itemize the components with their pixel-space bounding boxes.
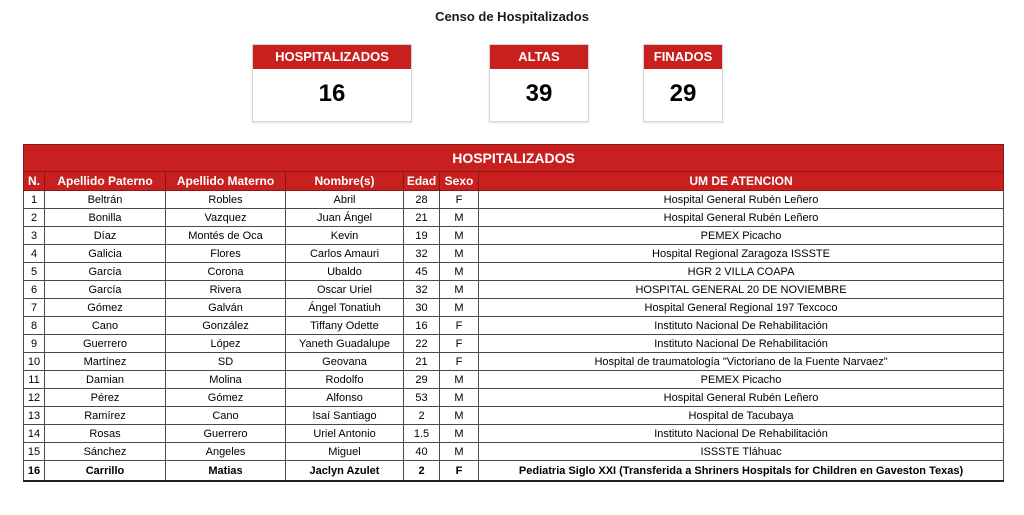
col-um-atencion-cell: Instituto Nacional De Rehabilitación [479, 425, 1004, 443]
table-row [24, 371, 1004, 389]
col-apellido-materno-cell: Vazquez [166, 209, 286, 227]
table-row [24, 389, 1004, 407]
col-nombres-cell: Jaclyn Azulet [286, 461, 404, 482]
col-edad-cell: 40 [404, 443, 440, 461]
col-apellido-paterno-cell: Guerrero [45, 335, 166, 353]
col-edad-cell: 19 [404, 227, 440, 245]
col-um-atencion-cell: HGR 2 VILLA COAPA [479, 263, 1004, 281]
col-um-atencion-cell: Hospital de Tacubaya [479, 407, 1004, 425]
col-apellido-paterno-cell: Galicia [45, 245, 166, 263]
col-sexo-cell: F [440, 353, 479, 371]
col-apellido-paterno-cell: Martínez [45, 353, 166, 371]
col-nombres-cell: Juan Ángel [286, 209, 404, 227]
col-sexo-cell: M [440, 407, 479, 425]
col-um-atencion-cell: Hospital General Rubén Leñero [479, 389, 1004, 407]
col-nombres-cell: Kevin [286, 227, 404, 245]
col-number-cell: 14 [24, 425, 45, 443]
col-um-atencion-header: UM DE ATENCION [479, 172, 1004, 191]
col-apellido-materno-cell: SD [166, 353, 286, 371]
hospitalized-table [23, 144, 1004, 482]
col-apellido-paterno-cell: Pérez [45, 389, 166, 407]
table-row [24, 461, 1004, 482]
col-nombres-cell: Isaí Santiago [286, 407, 404, 425]
col-um-atencion-cell: PEMEX Picacho [479, 227, 1004, 245]
col-sexo-cell: M [440, 371, 479, 389]
col-number-cell: 3 [24, 227, 45, 245]
col-edad-header: Edad [404, 172, 440, 191]
col-apellido-paterno-cell: Rosas [45, 425, 166, 443]
col-sexo-cell: M [440, 443, 479, 461]
col-nombres-cell: Carlos Amauri [286, 245, 404, 263]
col-number-cell: 5 [24, 263, 45, 281]
table-row [24, 443, 1004, 461]
col-edad-cell: 2 [404, 461, 440, 482]
col-apellido-materno-cell: Rivera [166, 281, 286, 299]
table-header-row [24, 172, 1004, 191]
col-apellido-materno-header: Apellido Materno [166, 172, 286, 191]
col-apellido-materno-cell: Corona [166, 263, 286, 281]
col-apellido-paterno-cell: Beltrán [45, 191, 166, 209]
table-row [24, 191, 1004, 209]
col-apellido-paterno-cell: Ramírez [45, 407, 166, 425]
col-nombres-cell: Tiffany Odette [286, 317, 404, 335]
col-nombres-cell: Yaneth Guadalupe [286, 335, 404, 353]
col-edad-cell: 21 [404, 209, 440, 227]
col-apellido-materno-cell: Galván [166, 299, 286, 317]
col-um-atencion-cell: Instituto Nacional De Rehabilitación [479, 335, 1004, 353]
col-apellido-paterno-cell: Sánchez [45, 443, 166, 461]
col-um-atencion-cell: Hospital de traumatología "Victoriano de la Fuente Narvaez" [479, 353, 1004, 371]
col-apellido-materno-cell: Montés de Oca [166, 227, 286, 245]
col-number-cell: 1 [24, 191, 45, 209]
col-number-header: N. [24, 172, 45, 191]
col-sexo-cell: F [440, 335, 479, 353]
col-edad-cell: 32 [404, 281, 440, 299]
table-row [24, 317, 1004, 335]
col-um-atencion-cell: PEMEX Picacho [479, 371, 1004, 389]
table-banner: HOSPITALIZADOS [24, 145, 1004, 172]
col-apellido-materno-cell: López [166, 335, 286, 353]
col-apellido-paterno-cell: Damian [45, 371, 166, 389]
col-apellido-materno-cell: Matias [166, 461, 286, 482]
table-body [24, 191, 1004, 482]
col-edad-cell: 1.5 [404, 425, 440, 443]
table-row [24, 299, 1004, 317]
altas-card-label: ALTAS [490, 45, 588, 69]
col-number-cell: 8 [24, 317, 45, 335]
col-number-cell: 7 [24, 299, 45, 317]
col-number-cell: 6 [24, 281, 45, 299]
col-nombres-cell: Uriel Antonio [286, 425, 404, 443]
col-um-atencion-cell: Hospital General Regional 197 Texcoco [479, 299, 1004, 317]
col-edad-cell: 32 [404, 245, 440, 263]
col-sexo-cell: M [440, 389, 479, 407]
page-title: Censo de Hospitalizados [435, 9, 589, 24]
col-edad-cell: 53 [404, 389, 440, 407]
col-um-atencion-cell: Hospital General Rubén Leñero [479, 209, 1004, 227]
col-sexo-cell: M [440, 209, 479, 227]
col-nombres-cell: Miguel [286, 443, 404, 461]
col-um-atencion-cell: Hospital Regional Zaragoza ISSSTE [479, 245, 1004, 263]
col-um-atencion-cell: Instituto Nacional De Rehabilitación [479, 317, 1004, 335]
col-edad-cell: 30 [404, 299, 440, 317]
finados-card-value: 29 [669, 80, 697, 107]
hospitalizados-card [252, 44, 412, 122]
col-number-cell: 10 [24, 353, 45, 371]
table-row [24, 263, 1004, 281]
col-edad-cell: 28 [404, 191, 440, 209]
table-row [24, 281, 1004, 299]
col-nombres-cell: Geovana [286, 353, 404, 371]
altas-card [489, 44, 589, 122]
col-edad-cell: 21 [404, 353, 440, 371]
table-row [24, 227, 1004, 245]
col-apellido-paterno-cell: García [45, 281, 166, 299]
table-row [24, 335, 1004, 353]
col-sexo-cell: M [440, 299, 479, 317]
col-apellido-materno-cell: Guerrero [166, 425, 286, 443]
table-row [24, 245, 1004, 263]
col-sexo-cell: F [440, 317, 479, 335]
col-number-cell: 16 [24, 461, 45, 482]
col-apellido-paterno-cell: García [45, 263, 166, 281]
col-apellido-paterno-cell: Díaz [45, 227, 166, 245]
col-apellido-materno-cell: Cano [166, 407, 286, 425]
col-number-cell: 15 [24, 443, 45, 461]
col-apellido-paterno-header: Apellido Paterno [45, 172, 166, 191]
finados-card-label: FINADOS [644, 45, 722, 69]
finados-card [643, 44, 723, 122]
col-um-atencion-cell: HOSPITAL GENERAL 20 DE NOVIEMBRE [479, 281, 1004, 299]
col-nombres-header: Nombre(s) [286, 172, 404, 191]
col-sexo-cell: F [440, 191, 479, 209]
col-sexo-cell: M [440, 245, 479, 263]
table-row [24, 425, 1004, 443]
col-apellido-paterno-cell: Cano [45, 317, 166, 335]
col-sexo-cell: M [440, 281, 479, 299]
col-number-cell: 4 [24, 245, 45, 263]
col-um-atencion-cell: Pediatria Siglo XXI (Transferida a Shriners Hospitals for Children en Gaveston Texas) [479, 461, 1004, 482]
hospitalizados-card-value: 16 [318, 80, 346, 107]
col-number-cell: 13 [24, 407, 45, 425]
col-edad-cell: 16 [404, 317, 440, 335]
col-nombres-cell: Rodolfo [286, 371, 404, 389]
col-edad-cell: 22 [404, 335, 440, 353]
col-sexo-cell: M [440, 263, 479, 281]
col-number-cell: 9 [24, 335, 45, 353]
col-apellido-materno-cell: Flores [166, 245, 286, 263]
col-apellido-paterno-cell: Gómez [45, 299, 166, 317]
col-nombres-cell: Ángel Tonatiuh [286, 299, 404, 317]
col-number-cell: 2 [24, 209, 45, 227]
col-apellido-paterno-cell: Bonilla [45, 209, 166, 227]
col-sexo-cell: F [440, 461, 479, 482]
col-um-atencion-cell: ISSSTE Tláhuac [479, 443, 1004, 461]
col-apellido-paterno-cell: Carrillo [45, 461, 166, 482]
col-nombres-cell: Alfonso [286, 389, 404, 407]
col-edad-cell: 29 [404, 371, 440, 389]
col-nombres-cell: Oscar Uriel [286, 281, 404, 299]
col-sexo-cell: M [440, 425, 479, 443]
col-apellido-materno-cell: Robles [166, 191, 286, 209]
hospitalizados-card-label: HOSPITALIZADOS [253, 45, 411, 69]
col-nombres-cell: Ubaldo [286, 263, 404, 281]
col-edad-cell: 2 [404, 407, 440, 425]
col-um-atencion-cell: Hospital General Rubén Leñero [479, 191, 1004, 209]
col-number-cell: 11 [24, 371, 45, 389]
col-edad-cell: 45 [404, 263, 440, 281]
col-sexo-header: Sexo [440, 172, 479, 191]
col-apellido-materno-cell: González [166, 317, 286, 335]
table-row [24, 353, 1004, 371]
col-number-cell: 12 [24, 389, 45, 407]
col-nombres-cell: Abril [286, 191, 404, 209]
col-apellido-materno-cell: Gómez [166, 389, 286, 407]
col-sexo-cell: M [440, 227, 479, 245]
table-row [24, 407, 1004, 425]
col-apellido-materno-cell: Angeles [166, 443, 286, 461]
col-apellido-materno-cell: Molina [166, 371, 286, 389]
altas-card-value: 39 [525, 80, 553, 107]
table-row [24, 209, 1004, 227]
